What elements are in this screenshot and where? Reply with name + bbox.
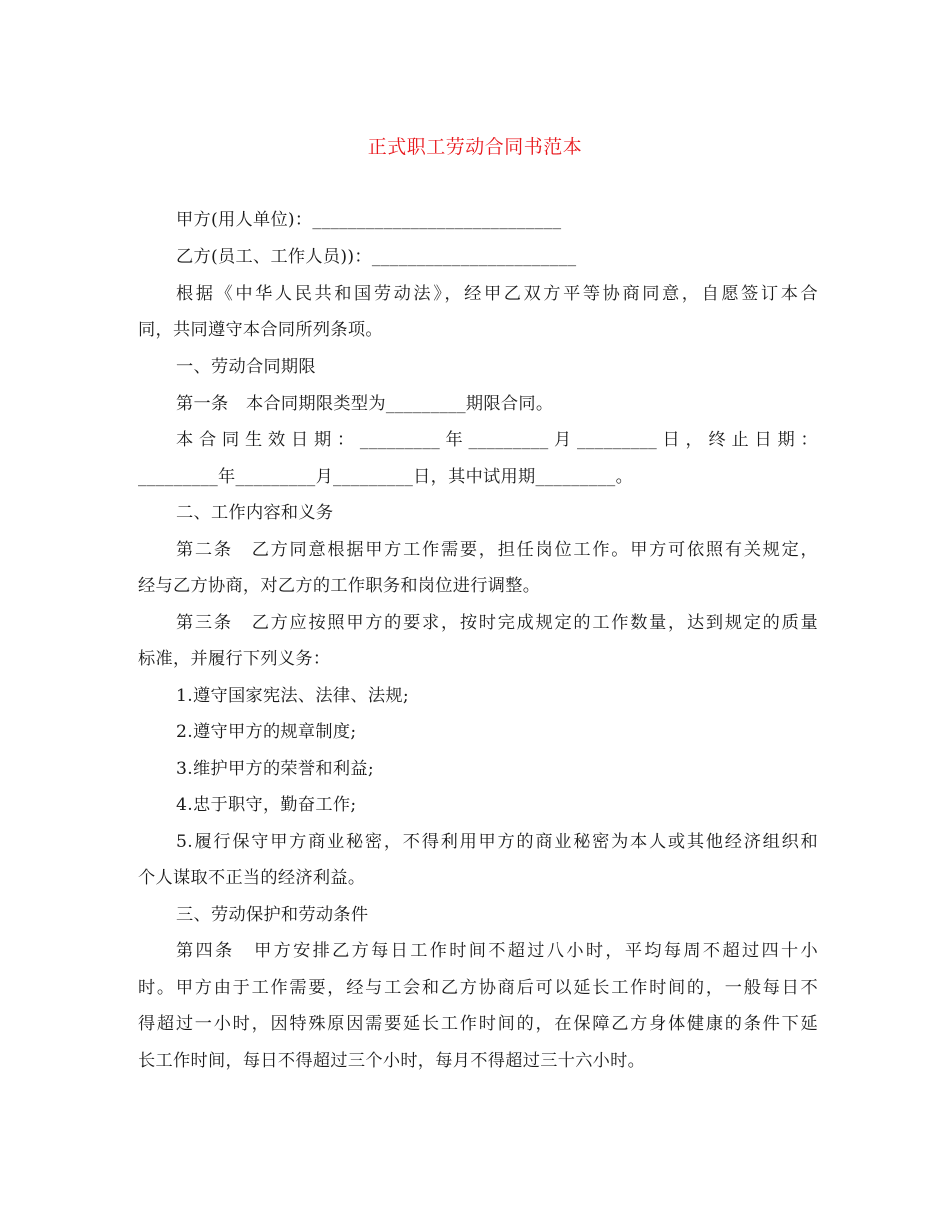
section-heading-2: 二、工作内容和义务 [176, 503, 334, 523]
document-title: 正式职工劳动合同书范本 [367, 136, 583, 158]
duty-item-4: 4.忠于职守，勤奋工作; [176, 795, 357, 815]
article-4-line-1: 第四条 甲方安排乙方每日工作时间不超过八小时，平均每周不超过四十小 [176, 941, 818, 961]
duty-item-1: 1.遵守国家宪法、法律、法规; [176, 686, 409, 706]
article-3-line-1: 第三条 乙方应按照甲方的要求，按时完成规定的工作数量，达到规定的质量 [176, 613, 818, 633]
article-1-line: 第一条 本合同期限类型为_________期限合同。 [176, 394, 554, 414]
article-4-line-3: 得超过一小时，因特殊原因需要延长工作时间的，在保障乙方身体健康的条件下延 [138, 1014, 818, 1034]
duty-item-5-line-2: 个人谋取不正当的经济利益。 [138, 868, 366, 888]
article-3-line-2: 标准，并履行下列义务： [138, 649, 331, 669]
duty-item-5-line-1: 5.履行保守甲方商业秘密，不得利用甲方的商业秘密为本人或其他经济组织和 [176, 832, 818, 852]
preamble-line-2: 同，共同遵守本合同所列条项。 [138, 320, 383, 340]
article-4-line-2: 时。甲方由于工作需要，经与工会和乙方协商后可以延长工作时间的，一般每日不 [138, 978, 818, 998]
effective-date-line-1: 本合同生效日期：_________年_________月_________日，终止日期： [176, 430, 818, 450]
party-b-line: 乙方(员工、工作人员))：_______________________ [176, 247, 577, 267]
article-2-line-2: 经与乙方协商，对乙方的工作职务和岗位进行调整。 [138, 576, 541, 596]
party-a-line: 甲方(用人单位)：____________________________ [176, 210, 562, 230]
duty-item-2: 2.遵守甲方的规章制度; [176, 722, 357, 742]
section-heading-3: 三、劳动保护和劳动条件 [176, 905, 369, 925]
article-2-line-1: 第二条 乙方同意根据甲方工作需要，担任岗位工作。甲方可依照有关规定， [176, 540, 818, 560]
section-heading-1: 一、劳动合同期限 [176, 357, 316, 377]
duty-item-3: 3.维护甲方的荣誉和利益; [176, 759, 374, 779]
effective-date-line-2: _________年_________月_________日，其中试用期_________。 [138, 467, 634, 487]
article-4-line-4: 长工作时间，每日不得超过三个小时，每月不得超过三十六小时。 [138, 1051, 646, 1071]
preamble-line-1: 根据《中华人民共和国劳动法》，经甲乙双方平等协商同意，自愿签订本合 [176, 284, 818, 304]
